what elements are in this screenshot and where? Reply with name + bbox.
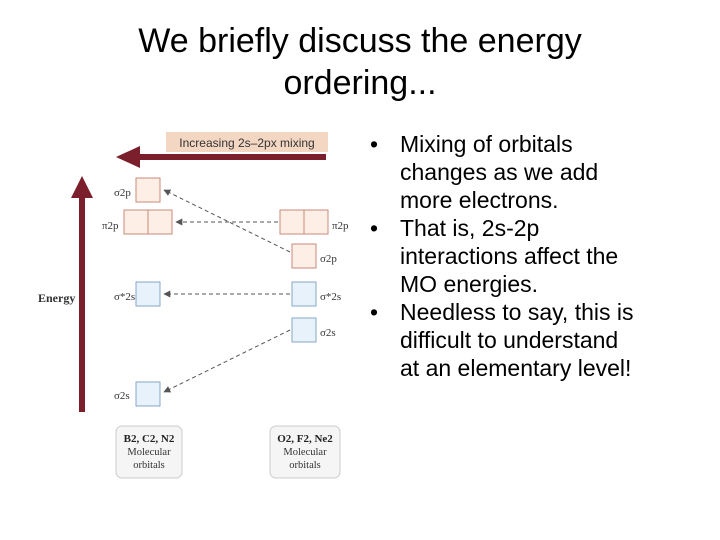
right-group-caption-2: orbitals (289, 460, 321, 471)
left-sigma2s-star-box (136, 282, 160, 306)
mixing-banner-label: Increasing 2s–2px mixing (179, 136, 315, 150)
right-group-caption-1: Molecular (283, 447, 327, 458)
left-pi2p-box-2 (148, 210, 172, 234)
right-pi2p-label: π2p (332, 220, 349, 232)
bullet-3-line-1: Needless to say, this is (400, 299, 634, 325)
bullet-list (368, 130, 708, 382)
bullet-2-line-3: MO energies. (400, 271, 539, 297)
right-sigma2p-box (292, 244, 316, 268)
left-group-caption-2: orbitals (133, 460, 165, 471)
bullet-3-line-3: at an elementary level! (400, 355, 632, 381)
right-sigma2s-box (292, 318, 316, 342)
bullet-item (368, 214, 708, 298)
corr-sigma2p (164, 190, 290, 252)
left-group-molecules: B2, C2, N2 (123, 433, 175, 445)
energy-label: Energy (38, 291, 76, 305)
title-line-2: ordering... (283, 64, 437, 102)
bullet-dot: • (370, 299, 379, 325)
right-sigma2s-star-label: σ*2s (320, 291, 342, 303)
bullet-3-line-2: difficult to understand (400, 327, 619, 353)
bullet-1-line-2: changes as we add (400, 159, 599, 185)
bullet-item (368, 298, 708, 382)
corr-sigma2s (164, 330, 290, 392)
right-pi2p-box-1 (280, 210, 304, 234)
left-sigma2p-box (136, 178, 160, 202)
slide-title (60, 20, 660, 104)
right-sigma2s-star-box (292, 282, 316, 306)
right-sigma2p-label: σ2p (320, 253, 337, 265)
bullet-dot: • (370, 215, 379, 241)
left-pi2p-label: π2p (102, 220, 119, 232)
bullet-dot: • (370, 131, 379, 157)
right-group-molecules: O2, F2, Ne2 (277, 433, 333, 445)
bullet-1-line-1: Mixing of orbitals (400, 131, 573, 157)
bullet-1-line-3: more electrons. (400, 187, 559, 213)
bullet-item (368, 130, 708, 214)
right-sigma2s-label: σ2s (320, 327, 336, 339)
left-sigma2s-box (136, 382, 160, 406)
bullet-2-line-1: That is, 2s-2p (400, 215, 540, 241)
correlation-lines (164, 190, 290, 392)
left-pi2p-box-1 (124, 210, 148, 234)
left-sigma2s-label: σ2s (114, 390, 130, 402)
left-sigma2s-star-label: σ*2s (114, 291, 136, 303)
bullet-2-line-2: interactions affect the (400, 243, 619, 269)
left-group-card (116, 426, 182, 478)
mo-energy-diagram (30, 122, 350, 482)
title-line-1: We briefly discuss the energy (138, 22, 582, 60)
left-group-caption-1: Molecular (127, 447, 171, 458)
right-group-card (270, 426, 340, 478)
right-pi2p-box-2 (304, 210, 328, 234)
left-sigma2p-label: σ2p (114, 187, 131, 199)
